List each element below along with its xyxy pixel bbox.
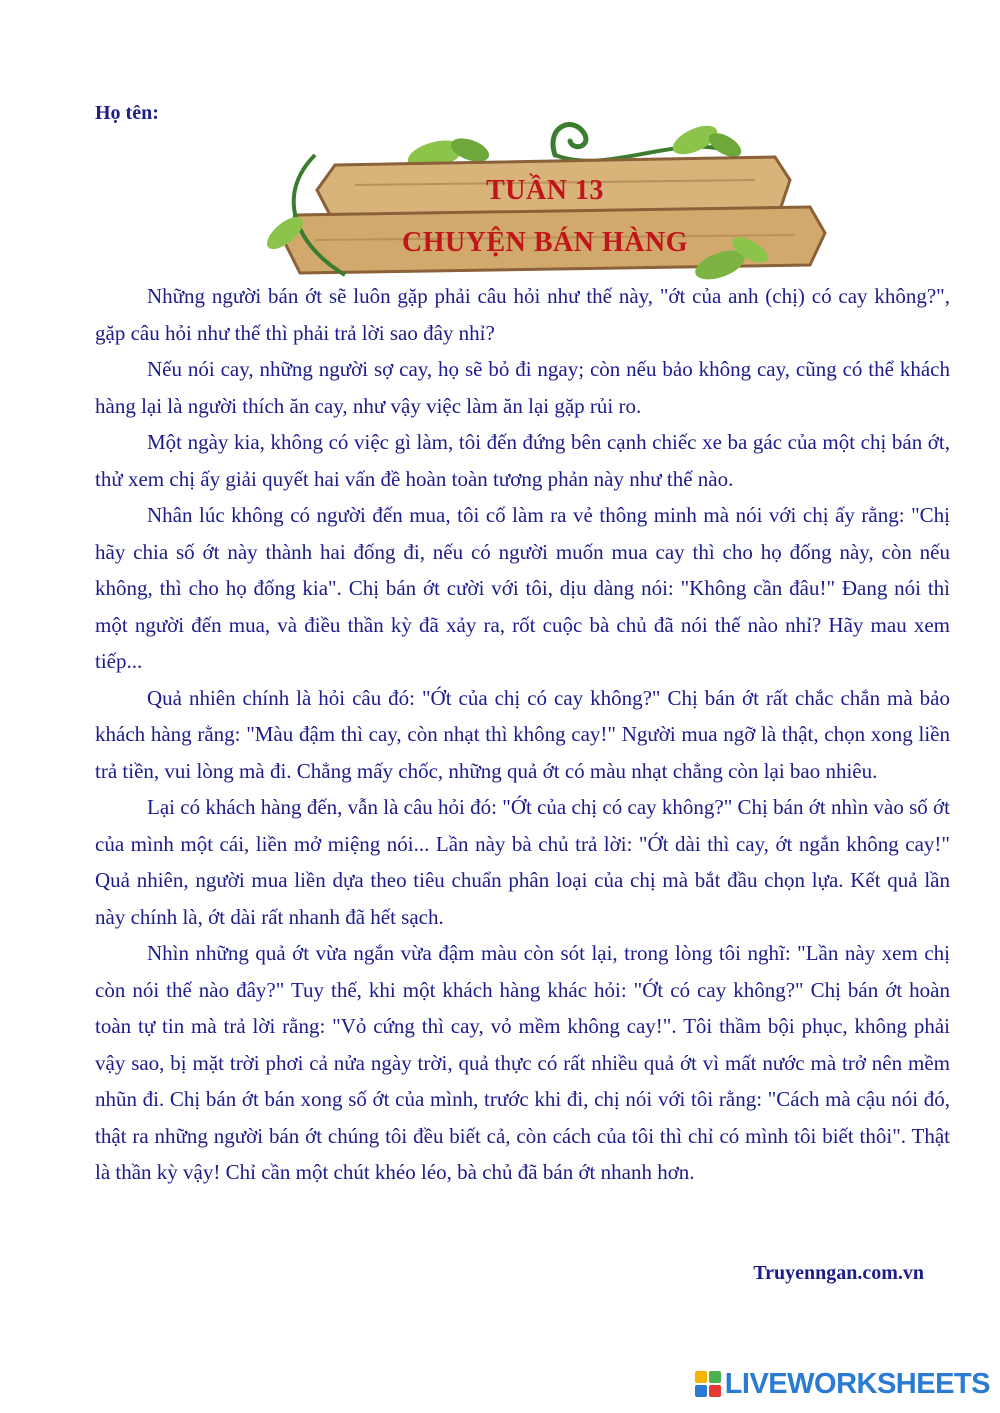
- story-paragraph: Lại có khách hàng đến, vẫn là câu hỏi đó: "Ớt của chị có cay không?" Chị bán ớt nhìn vào số ớt của mình một cái, liền mở miệng nói... Lần này bà chủ trả lời: "Ớt dài thì cay, ớt ngắn không cay!" Quả nhiên, người mua liền dựa theo tiêu chuẩn phân loại của chị mà bắt đầu chọn lựa. Kết quả lần này chính là, ớt dài rất nhanh đã hết sạch.: [95, 795, 950, 929]
- week-title: TUẦN 13: [486, 175, 604, 206]
- liveworksheets-logo-icon: [695, 1371, 721, 1397]
- story-title: CHUYỆN BÁN HÀNG: [402, 227, 688, 258]
- liveworksheets-watermark: [695, 1369, 990, 1399]
- story-paragraph: Nhìn những quả ớt vừa ngắn vừa đậm màu còn sót lại, trong lòng tôi nghĩ: "Lần này xem chị còn nói thế nào đây?" Tuy thế, khi một khách hàng khác hỏi: "Ớt có cay không?" Chị bán ớt hoàn toàn tự tin mà trả lời rằng: "Vỏ cứng thì cay, vỏ mềm không cay!". Tôi thầm bội phục, không phải vậy sao, bị mặt trời phơi cả nửa ngày trời, quả thực có rất nhiều quả ớt vì mất nước mà trở nên mềm nhũn đi. Chị bán ớt bán xong số ớt của mình, trước khi đi, chị nói với tôi rằng: "Cách mà cậu nói đó, thật ra những người bán ớt chúng tôi đều biết cả, còn cách của tôi thì chỉ có mình tôi biết thôi". Thật là thần kỳ vậy! Chỉ cần một chút khéo léo, bà chủ đã bán ớt nhanh hơn.: [95, 941, 950, 1184]
- story-paragraph: Nếu nói cay, những người sợ cay, họ sẽ bỏ đi ngay; còn nếu bảo không cay, cũng có thể khách hàng lại là người thích ăn cay, như vậy việc làm ăn lại gặp rủi ro.: [95, 357, 950, 418]
- name-label: Họ tên:: [95, 102, 159, 124]
- story-paragraph: Quả nhiên chính là hỏi câu đó: "Ớt của chị có cay không?" Chị bán ớt rất chắc chắn mà bảo khách hàng rằng: "Màu đậm thì cay, còn nhạt thì không cay!" Người mua ngỡ là thật, chọn xong liền trả tiền, vui lòng mà đi. Chẳng mấy chốc, những quả ớt có màu nhạt chẳng còn lại bao nhiêu.: [95, 685, 950, 783]
- source-credit: Truyenngan.com.vn: [753, 1262, 924, 1284]
- story-body: [95, 278, 950, 1191]
- story-paragraph: Nhân lúc không có người đến mua, tôi cố làm ra vẻ thông minh mà nói với chị ấy rằng: "Chị hãy chia số ớt này thành hai đống đi, nếu có người muốn mua cay thì cho họ đống này, còn nếu không, thì cho họ đống kia". Chị bán ớt cười với tôi, dịu dàng nói: "Không cần đâu!" Đang nói thì một người đến mua, và điều thần kỳ đã xảy ra, rốt cuộc bà chủ đã nói thế nào nhỉ? Hãy mau xem tiếp...: [95, 503, 950, 673]
- title-banner: [255, 115, 835, 295]
- story-paragraph: Một ngày kia, không có việc gì làm, tôi đến đứng bên cạnh chiếc xe ba gác của một chị bán ớt, thử xem chị ấy giải quyết hai vấn đề hoàn toàn tương phản này như thế nào.: [95, 430, 950, 491]
- story-paragraph: Những người bán ớt sẽ luôn gặp phải câu hỏi như thế này, "ớt của anh (chị) có cay không?", gặp câu hỏi như thế thì phải trả lời sao đây nhỉ?: [95, 284, 950, 345]
- watermark-text: LIVEWORKSHEETS: [724, 1367, 990, 1400]
